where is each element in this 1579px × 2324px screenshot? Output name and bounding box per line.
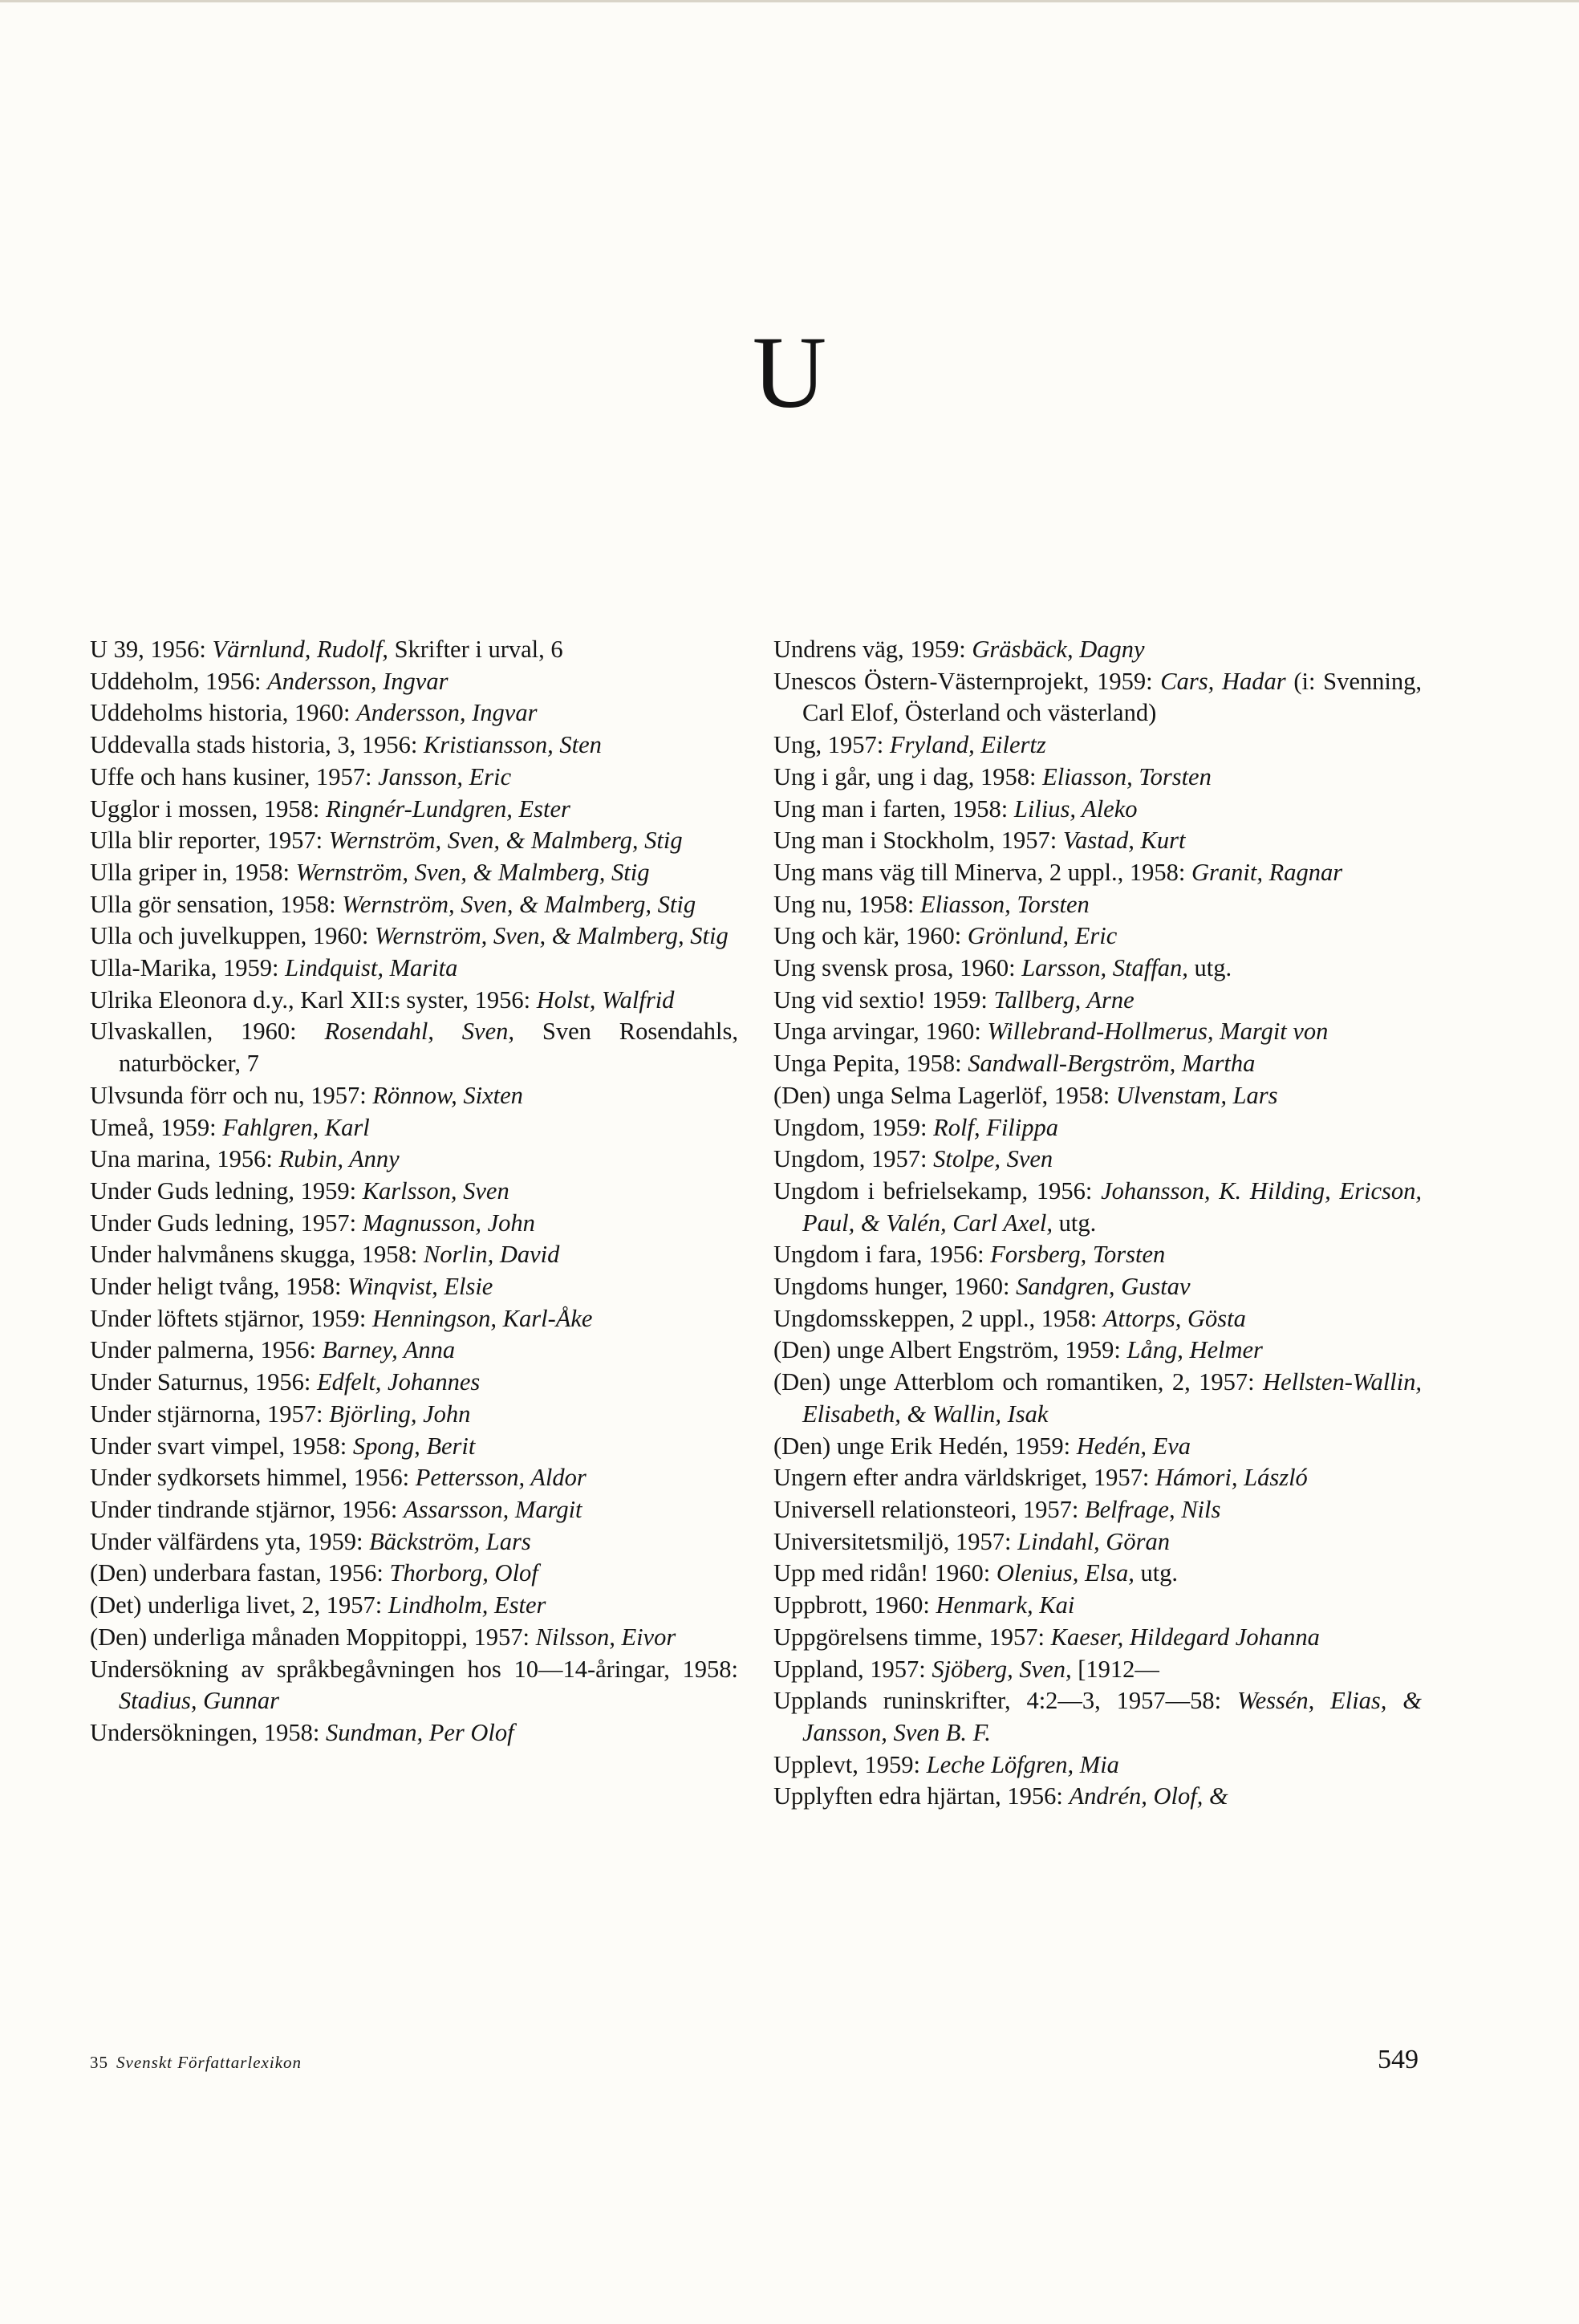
entry-author: Värnlund, Rudolf, — [212, 636, 388, 663]
index-entry — [90, 1622, 738, 1654]
entry-author: Rubin, Anny — [278, 1145, 400, 1173]
index-entry — [773, 1526, 1422, 1558]
index-entry — [90, 1016, 738, 1079]
entry-author: Spong, Berit — [352, 1432, 476, 1460]
index-entry — [773, 953, 1422, 985]
entry-author: Rolf, Filippa — [933, 1113, 1058, 1141]
entry-title: Uddevalla stads historia, 3, 1956: — [90, 731, 424, 759]
entry-title: Ungdoms hunger, 1960: — [773, 1273, 1017, 1301]
index-entry — [90, 794, 738, 826]
entry-author: Lång, Helmer — [1126, 1336, 1263, 1364]
entry-author: Nilsson, Eivor — [535, 1623, 676, 1651]
index-entry — [90, 1144, 738, 1176]
entry-author: Wessén, Elias, & Jansson, Sven B. F. — [802, 1687, 1422, 1746]
index-entry — [90, 985, 738, 1017]
sheet-signature — [90, 2053, 302, 2073]
index-entry — [773, 1335, 1422, 1367]
entry-title: (Den) unga Selma Lagerlöf, 1958: — [773, 1081, 1116, 1109]
entry-title: (Den) unge Erik Hedén, 1959: — [773, 1432, 1077, 1460]
entry-author: Leche Löfgren, Mia — [926, 1750, 1119, 1778]
entry-title: Under halvmånens skugga, 1958: — [90, 1241, 424, 1269]
entry-note: utg. — [1187, 954, 1232, 982]
entry-author: Stolpe, Sven — [933, 1145, 1053, 1173]
entry-author: Karlsson, Sven — [362, 1176, 509, 1205]
entry-author: Wernström, Sven, & Malmberg, Stig — [295, 858, 650, 886]
entry-author: Andersson, Ingvar — [356, 699, 538, 727]
entry-title: Ung man i Stockholm, 1957: — [773, 827, 1063, 855]
page-footer — [90, 2045, 1419, 2075]
entry-author: Wernström, Sven, & Malmberg, Stig — [342, 890, 696, 918]
entry-author: Fahlgren, Karl — [222, 1113, 370, 1141]
entry-author: Vastad, Kurt — [1062, 827, 1186, 855]
entry-author: Olenius, Elsa, — [996, 1559, 1135, 1587]
entry-author: Eliasson, Torsten — [920, 890, 1090, 918]
index-entry — [90, 634, 738, 666]
entry-title: Ung vid sextio! 1959: — [773, 985, 994, 1014]
entry-title: U 39, 1956: — [90, 636, 213, 663]
entry-title: Undrens väg, 1959: — [773, 636, 972, 663]
entry-title: Ulvsunda förr och nu, 1957: — [90, 1081, 373, 1109]
entry-title: Uppbrott, 1960: — [773, 1591, 936, 1619]
index-entry — [773, 634, 1422, 666]
entry-author: Rosendahl, Sven, — [324, 1018, 514, 1046]
entry-title: Upp med ridån! 1960: — [773, 1559, 997, 1587]
entry-author: Eliasson, Torsten — [1042, 762, 1212, 790]
page-number: 549 — [1378, 2045, 1419, 2074]
entry-author: Lilius, Aleko — [1013, 794, 1138, 823]
index-entry — [773, 1431, 1422, 1463]
index-entry — [773, 1558, 1422, 1590]
index-entry — [773, 762, 1422, 794]
entry-author: Willebrand-Hollmerus, Margit von — [987, 1018, 1329, 1046]
entry-author: Wernström, Sven, & Malmberg, Stig — [328, 827, 683, 855]
entry-author: Sundman, Per Olof — [325, 1718, 514, 1746]
entry-author: Hedén, Eva — [1076, 1432, 1191, 1460]
entry-author: Henningson, Karl-Åke — [372, 1304, 593, 1332]
entry-title: Uddeholm, 1956: — [90, 667, 268, 695]
entry-author: Jansson, Eric — [378, 762, 512, 790]
entry-title: (Den) underliga månaden Moppitoppi, 1957: — [90, 1623, 536, 1651]
entry-title: Under stjärnorna, 1957: — [90, 1400, 330, 1428]
entry-title: Upplyften edra hjärtan, 1956: — [773, 1782, 1070, 1810]
index-entry — [773, 1685, 1422, 1749]
index-entry — [773, 1654, 1422, 1686]
index-entry — [90, 825, 738, 857]
entry-title: Under Guds ledning, 1957: — [90, 1209, 363, 1237]
entry-author: Hellsten-Wallin, Elisabeth, & Wallin, Isak — [802, 1368, 1422, 1428]
index-entry — [90, 1367, 738, 1399]
index-entry — [90, 1176, 738, 1208]
entry-title: Ugglor i mossen, 1958: — [90, 794, 326, 823]
entry-title: Ulla-Marika, 1959: — [90, 954, 286, 982]
entry-title: Under Saturnus, 1956: — [90, 1368, 317, 1396]
index-entry — [90, 889, 738, 921]
entry-note: Skrifter i urval, 6 — [388, 636, 563, 663]
entry-title: Ung, 1957: — [773, 731, 890, 759]
index-entry — [90, 857, 738, 889]
entry-title: (Den) unge Albert Engström, 1959: — [773, 1336, 1127, 1364]
entry-author: Fryland, Eilertz — [889, 731, 1046, 759]
entry-author: Bäckström, Lars — [369, 1527, 531, 1555]
entry-author: Sandgren, Gustav — [1016, 1273, 1191, 1301]
entry-author: Norlin, David — [423, 1241, 560, 1269]
index-entry — [773, 920, 1422, 953]
index-entry — [90, 1526, 738, 1558]
entry-author: Barney, Anna — [322, 1336, 456, 1364]
entry-author: Belfrage, Nils — [1084, 1495, 1221, 1523]
index-entry — [90, 1208, 738, 1240]
entry-title: (Det) underliga livet, 2, 1957: — [90, 1591, 388, 1619]
entry-author: Larsson, Staffan, — [1021, 954, 1188, 982]
entry-title: Upplevt, 1959: — [773, 1750, 927, 1778]
index-entry — [773, 985, 1422, 1017]
index-entry — [90, 1112, 738, 1144]
entry-title: Ulla gör sensation, 1958: — [90, 890, 343, 918]
index-entry — [773, 1462, 1422, 1494]
index-entry — [773, 1271, 1422, 1303]
entry-title: Undersökningen, 1958: — [90, 1718, 326, 1746]
entry-author: Holst, Walfrid — [536, 985, 675, 1014]
entry-author: Björling, John — [329, 1400, 471, 1428]
index-entry — [90, 666, 738, 698]
index-entry — [90, 1462, 738, 1494]
entry-author: Kaeser, Hildegard Johanna — [1050, 1623, 1320, 1651]
index-entry — [90, 1558, 738, 1590]
index-entry — [773, 666, 1422, 729]
entry-title: Ung i går, ung i dag, 1958: — [773, 762, 1043, 790]
index-entry — [773, 857, 1422, 889]
entry-title: Under sydkorsets himmel, 1956: — [90, 1464, 416, 1492]
entry-author: Lindholm, Ester — [388, 1591, 546, 1619]
entry-title: Uffe och hans kusiner, 1957: — [90, 762, 379, 790]
signature-text: Svenskt Författarlexikon — [116, 2053, 302, 2072]
index-entry — [773, 1239, 1422, 1271]
entry-title: Ulla griper in, 1958: — [90, 858, 296, 886]
entry-title: Ulla blir reporter, 1957: — [90, 827, 329, 855]
index-entry — [773, 729, 1422, 762]
entry-author: Johansson, K. Hilding, Ericson, Paul, & Valén, Carl Axel, — [802, 1176, 1422, 1237]
index-entry — [90, 729, 738, 762]
entry-title: Under löftets stjärnor, 1959: — [90, 1304, 373, 1332]
entry-author: Forsberg, Torsten — [990, 1241, 1166, 1269]
entry-author: Magnusson, John — [362, 1209, 535, 1237]
entry-author: Andrén, Olof, & — [1069, 1782, 1228, 1810]
index-entry — [90, 1335, 738, 1367]
entry-author: Sandwall-Bergström, Martha — [968, 1050, 1256, 1078]
entry-note: Sven Rosendahls, naturböcker, 7 — [119, 1018, 738, 1078]
entry-title: Ungdom, 1957: — [773, 1145, 934, 1173]
index-entry — [90, 1590, 738, 1622]
index-entry — [773, 1303, 1422, 1335]
entry-title: Under palmerna, 1956: — [90, 1336, 323, 1364]
section-letter: U — [752, 315, 827, 429]
entry-author: Lindquist, Marita — [285, 954, 458, 982]
entry-author: Grönlund, Eric — [967, 922, 1118, 950]
entry-author: Gräsbäck, Dagny — [972, 636, 1145, 663]
entry-title: (Den) unge Atterblom och romantiken, 2, 1957: — [773, 1368, 1264, 1396]
entry-title: Una marina, 1956: — [90, 1145, 279, 1173]
index-entry — [90, 953, 738, 985]
entry-title: Ungdom i befrielsekamp, 1956: — [773, 1176, 1102, 1205]
entry-note: (i: Svenning, Carl Elof, Österland och västerland) — [802, 667, 1423, 727]
entry-title: Ungdomsskeppen, 2 uppl., 1958: — [773, 1304, 1103, 1332]
entry-note: utg. — [1053, 1209, 1097, 1237]
entry-title: Ung och kär, 1960: — [773, 922, 968, 950]
entry-note: [1912— — [1071, 1655, 1159, 1683]
index-entry — [773, 1048, 1422, 1080]
entry-title: Undersökning av språkbegåvningen hos 10—14-åringar, 1958: — [90, 1655, 738, 1683]
index-entry — [90, 1654, 738, 1717]
entry-title: Unescos Östern-Västernprojekt, 1959: — [773, 667, 1161, 695]
index-entry — [90, 1239, 738, 1271]
entry-title: Ung nu, 1958: — [773, 890, 920, 918]
index-entry — [90, 1080, 738, 1112]
index-entry — [90, 1399, 738, 1431]
left-column — [90, 634, 738, 1749]
entry-author: Hámori, László — [1155, 1464, 1308, 1492]
entry-title: Unga Pepita, 1958: — [773, 1050, 968, 1078]
entry-title: Ulrika Eleonora d.y., Karl XII:s syster, 1956: — [90, 985, 537, 1014]
entry-author: Ringnér-Lundgren, Ester — [325, 794, 570, 823]
entry-title: Uppgörelsens timme, 1957: — [773, 1623, 1051, 1651]
entry-author: Granit, Ragnar — [1191, 858, 1343, 886]
index-entry — [90, 762, 738, 794]
entry-author: Ulvenstam, Lars — [1115, 1081, 1278, 1109]
index-entry — [773, 1176, 1422, 1239]
entry-title: (Den) underbara fastan, 1956: — [90, 1559, 390, 1587]
entry-title: Ungdom, 1959: — [773, 1113, 934, 1141]
entry-title: Unga arvingar, 1960: — [773, 1018, 988, 1046]
entry-author: Cars, Hadar — [1160, 667, 1286, 695]
entry-author: Wernström, Sven, & Malmberg, Stig — [374, 922, 729, 950]
entry-note: utg. — [1134, 1559, 1179, 1587]
entry-title: Ungdom i fara, 1956: — [773, 1241, 991, 1269]
entry-title: Uddeholms historia, 1960: — [90, 699, 357, 727]
entry-title: Under heligt tvång, 1958: — [90, 1273, 348, 1301]
index-entry — [90, 1431, 738, 1463]
index-entry — [773, 1622, 1422, 1654]
entry-title: Ulvaskallen, 1960: — [90, 1018, 325, 1046]
entry-title: Ung man i farten, 1958: — [773, 794, 1014, 823]
index-entry — [773, 1144, 1422, 1176]
entry-title: Ulla och juvelkuppen, 1960: — [90, 922, 375, 950]
index-entry — [90, 1271, 738, 1303]
index-entry — [773, 825, 1422, 857]
index-entry — [90, 697, 738, 729]
index-entry — [773, 1367, 1422, 1430]
entry-title: Upplands runinskrifter, 4:2—3, 1957—58: — [773, 1687, 1237, 1715]
entry-title: Under välfärdens yta, 1959: — [90, 1527, 370, 1555]
entry-author: Tallberg, Arne — [993, 985, 1135, 1014]
entry-title: Ungern efter andra världskriget, 1957: — [773, 1464, 1155, 1492]
entry-author: Edfelt, Johannes — [316, 1368, 481, 1396]
entry-author: Henmark, Kai — [936, 1591, 1075, 1619]
index-entry — [773, 1080, 1422, 1112]
entry-title: Ung svensk prosa, 1960: — [773, 954, 1022, 982]
right-column — [773, 634, 1422, 1813]
index-entry — [90, 920, 738, 953]
entry-author: Rönnow, Sixten — [372, 1081, 523, 1109]
entry-title: Ung mans väg till Minerva, 2 uppl., 1958: — [773, 858, 1191, 886]
index-entry — [773, 1749, 1422, 1782]
entry-title: Umeå, 1959: — [90, 1113, 223, 1141]
index-entry — [773, 1781, 1422, 1813]
index-entry — [773, 1494, 1422, 1526]
entry-author: Lindahl, Göran — [1017, 1527, 1170, 1555]
entry-title: Universitetsmiljö, 1957: — [773, 1527, 1018, 1555]
index-entry — [773, 1590, 1422, 1622]
entry-author: Winqvist, Elsie — [347, 1273, 493, 1301]
entry-title: Under tindrande stjärnor, 1956: — [90, 1495, 404, 1523]
entry-title: Universell relationsteori, 1957: — [773, 1495, 1085, 1523]
index-entry — [773, 1112, 1422, 1144]
index-entry — [90, 1717, 738, 1749]
entry-author: Kristiansson, Sten — [423, 731, 602, 759]
entry-author: Thorborg, Olof — [389, 1559, 538, 1587]
entry-author: Andersson, Ingvar — [267, 667, 449, 695]
entry-author: Assarsson, Margit — [403, 1495, 582, 1523]
index-entry — [90, 1303, 738, 1335]
index-entry — [773, 794, 1422, 826]
signature-number: 35 — [90, 2053, 108, 2072]
entry-title: Uppland, 1957: — [773, 1655, 932, 1683]
index-entry — [773, 1016, 1422, 1048]
entry-author: Attorps, Gösta — [1102, 1304, 1246, 1332]
index-entry — [90, 1494, 738, 1526]
entry-title: Under svart vimpel, 1958: — [90, 1432, 353, 1460]
entry-author: Pettersson, Aldor — [415, 1464, 587, 1492]
entry-author: Stadius, Gunnar — [119, 1687, 279, 1715]
index-entry — [773, 889, 1422, 921]
entry-author: Sjöberg, Sven, — [932, 1655, 1072, 1683]
entry-title: Under Guds ledning, 1959: — [90, 1176, 363, 1205]
